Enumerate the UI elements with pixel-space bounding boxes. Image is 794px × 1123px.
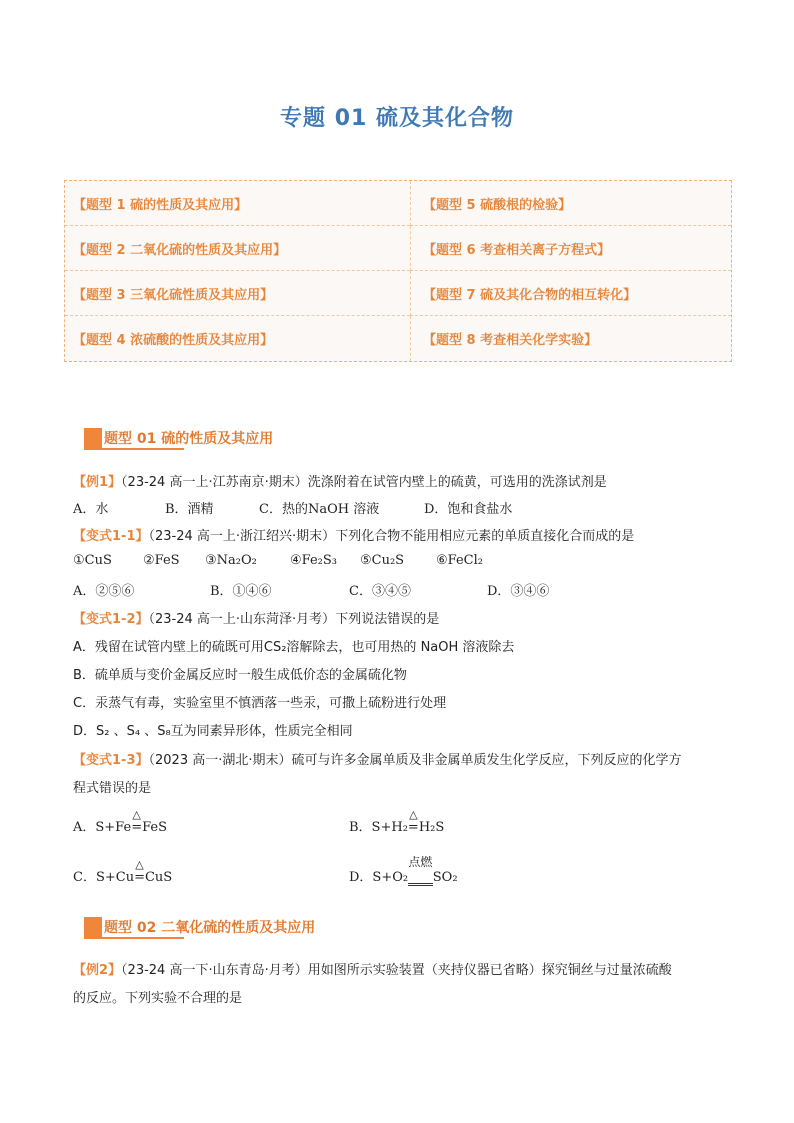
- option-d: D．S+O₂ 点燃 ​ SO₂: [349, 855, 458, 885]
- option: B．①④⑥: [210, 584, 272, 599]
- toc-item: 【题型 1 硫的性质及其应用】: [65, 181, 410, 226]
- option: A．②⑤⑥: [73, 584, 135, 599]
- compound-item: ②FeS: [143, 553, 180, 568]
- example-2-stem: 【例2】（23-24 高一下·山东青岛·月考）用如图所示实验装置（夹持仪器已省略）探究铜丝与过量浓硫酸: [73, 963, 672, 978]
- option: D．③④⑥: [487, 584, 550, 599]
- variant-1-1-stem: 【变式1-1】（23-24 高一上·浙江绍兴·期末）下列化合物不能用相应元素的单质直接化合而成的是: [73, 529, 635, 544]
- option: C．③④⑤: [349, 584, 411, 599]
- option-b: B．S+H₂ △ =H₂S: [349, 808, 445, 835]
- topic-index-table: [64, 180, 732, 362]
- option: D．饱和食盐水: [424, 502, 513, 517]
- option: B．酒精: [165, 502, 214, 517]
- variant-1-3-stem: 【变式1-3】（2023 高一·湖北·期末）硫可与许多金属单质及非金属单质发生化学反应，下列反应的化学方: [73, 753, 682, 768]
- option: C．汞蒸气有毒，实验室里不慎洒落一些汞，可撒上硫粉进行处理: [73, 696, 447, 711]
- option: D．S₂ 、S₄ 、S₈互为同素异形体，性质完全相同: [73, 724, 353, 739]
- section-marker-icon: [84, 917, 102, 937]
- toc-item: 【题型 5 硫酸根的检验】: [410, 181, 731, 226]
- section-marker-icon: [84, 428, 102, 448]
- example-1-stem: 【例1】（23-24 高一上·江苏南京·期末）洗涤附着在试管内壁上的硫黄，可选用的洗涤试剂是: [73, 475, 607, 490]
- toc-item: 【题型 3 三氧化硫性质及其应用】: [65, 271, 410, 316]
- toc-item: 【题型 7 硫及其化合物的相互转化】: [410, 271, 731, 316]
- compound-item: ⑥FeCl₂: [436, 553, 483, 568]
- page-title: 专题 01 硫及其化合物: [280, 106, 514, 131]
- option: C．热的NaOH 溶液: [259, 502, 380, 517]
- toc-item: 【题型 6 考查相关离子方程式】: [410, 226, 731, 271]
- compound-item: ④Fe₂S₃: [290, 553, 337, 568]
- variant-1-2-stem: 【变式1-2】（23-24 高一上·山东菏泽·月考）下列说法错误的是: [73, 612, 440, 627]
- option-a: A．S+Fe △ =FeS: [73, 808, 168, 835]
- toc-item: 【题型 4 浓硫酸的性质及其应用】: [73, 333, 274, 348]
- toc-item: 【题型 2 二氧化硫的性质及其应用】: [65, 226, 410, 271]
- option: A．残留在试管内壁上的硫既可用CS₂溶解除去，也可用热的 NaOH 溶液除去: [73, 640, 515, 655]
- example-2-stem-cont: 的反应。下列实验不合理的是: [73, 991, 243, 1006]
- option-c: C．S+Cu △ =CuS: [73, 858, 173, 885]
- option: A．水: [73, 502, 109, 517]
- toc-item: 【题型 8 考查相关化学实验】: [410, 316, 731, 361]
- compound-item: ③Na₂O₂: [205, 553, 257, 568]
- compound-item: ①CuS: [73, 553, 112, 568]
- option: B．硫单质与变价金属反应时一般生成低价态的金属硫化物: [73, 668, 407, 683]
- section-heading-1: 题型 01 硫的性质及其应用: [84, 424, 273, 448]
- section-heading-2: 题型 02 二氧化硫的性质及其应用: [84, 913, 315, 937]
- compound-item: ⑤Cu₂S: [360, 553, 405, 568]
- variant-1-3-stem-cont: 程式错误的是: [73, 781, 152, 796]
